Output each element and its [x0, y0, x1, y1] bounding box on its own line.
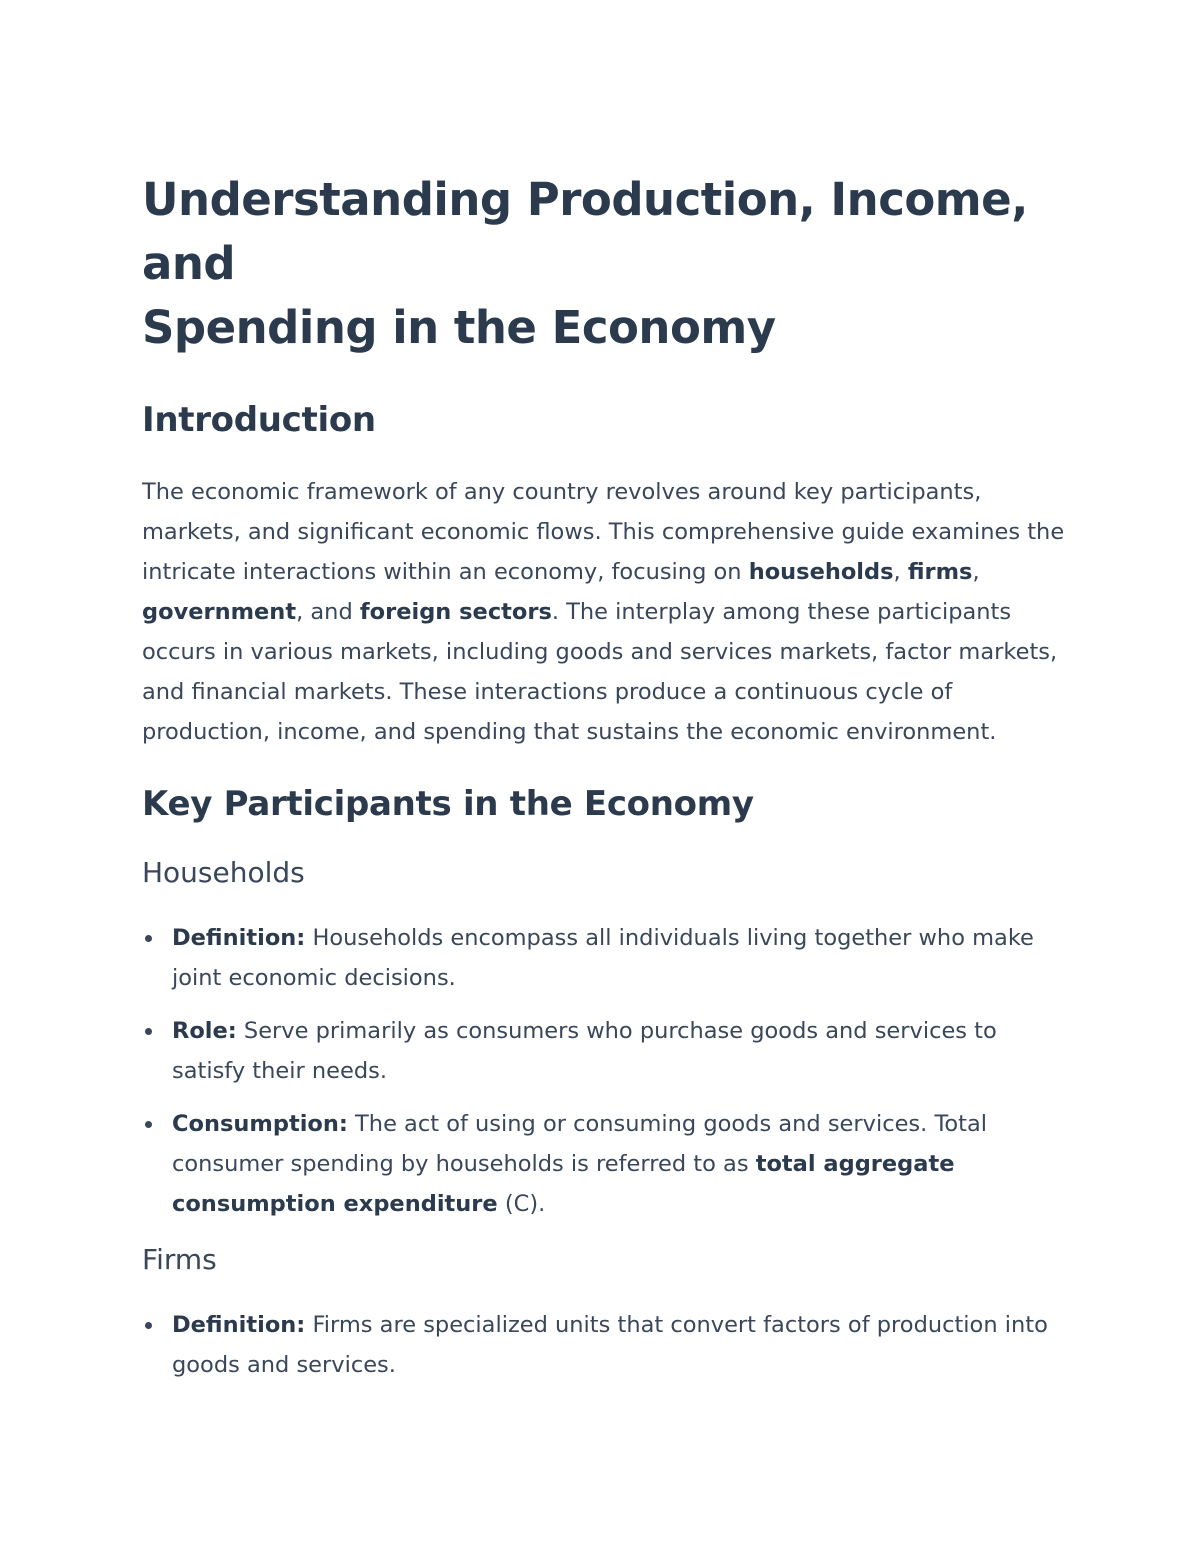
item-text-tail: (C). [497, 1191, 546, 1217]
list-item [142, 1305, 1072, 1385]
document-title-line-1: Understanding Production, Income, and [142, 173, 1028, 290]
intro-text-start: The economic framework of any country revolves around key participants, markets, and significant economic flows. This comprehensive guide examines the intricate interactions within an economy, focusing on [142, 479, 1065, 585]
introduction-heading: Introduction [142, 400, 376, 440]
term-firms: firms [907, 559, 973, 585]
list-item [142, 1011, 1072, 1091]
term-households: households [748, 559, 894, 585]
key-participants-heading: Key Participants in the Economy [142, 784, 754, 824]
bullet-icon [145, 935, 152, 942]
households-list [142, 918, 1072, 1224]
item-label: Definition: [172, 1312, 306, 1338]
intro-separator: , [893, 559, 908, 585]
document-title [142, 168, 1072, 360]
bullet-icon [145, 1322, 152, 1329]
term-government: government [142, 599, 297, 625]
item-text: Firms are specialized units that convert factors of production into goods and services. [172, 1312, 1048, 1378]
document-page [142, 168, 1072, 1398]
bullet-icon [145, 1121, 152, 1128]
item-label: Definition: [172, 925, 306, 951]
firms-heading: Firms [142, 1243, 217, 1276]
item-label: Consumption: [172, 1111, 348, 1137]
intro-text-end: . The interplay among these participants occurs in various markets, including goods and services markets, factor markets, and financial markets. These interactions produce a continuous cycle of production, income, and spending that sustains the economic environment. [142, 599, 1058, 745]
list-item [142, 918, 1072, 998]
intro-separator: , [972, 559, 980, 585]
introduction-paragraph [142, 472, 1072, 752]
item-text: The act of using or consuming goods and services. Total consumer spending by households is referred to as [172, 1111, 987, 1177]
document-title-line-2: Spending in the Economy [142, 301, 776, 354]
list-item [142, 1104, 1072, 1224]
households-heading: Households [142, 856, 305, 889]
item-label: Role: [172, 1018, 237, 1044]
item-text: Serve primarily as consumers who purchase goods and services to satisfy their needs. [172, 1018, 997, 1084]
term-foreign-sectors: foreign sectors [359, 599, 552, 625]
firms-list [142, 1305, 1072, 1385]
intro-separator: , and [296, 599, 360, 625]
item-text: Households encompass all individuals living together who make joint economic decisions. [172, 925, 1034, 991]
term-total-aggregate-consumption: total aggregate consumption expenditure [172, 1151, 955, 1217]
bullet-icon [145, 1028, 152, 1035]
